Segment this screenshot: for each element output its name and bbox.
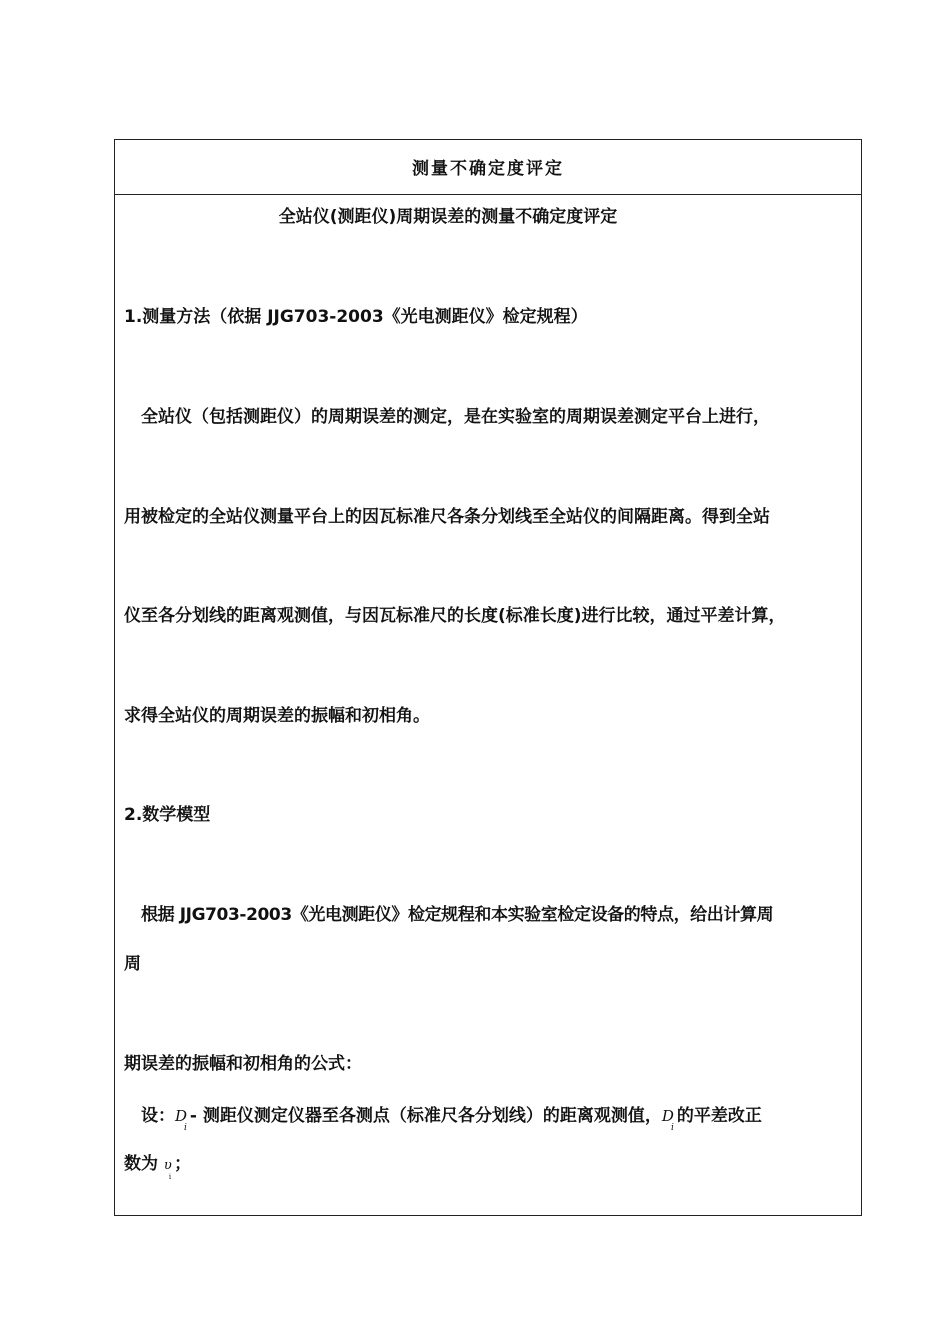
subscript-i-3: i [168, 1173, 172, 1181]
para1-line4: 求得全站仪的周期误差的振幅和初相角。 [124, 706, 430, 726]
document-subtitle: 全站仪(测距仪)周期误差的测量不确定度评定 [278, 207, 618, 227]
symbol-D-2: D [661, 1107, 674, 1125]
document-title: 测量不确定度评定 [412, 159, 564, 179]
para1-line2: 用被检定的全站仪测量平台上的因瓦标准尺各条分划线至全站仪的间隔距离。得到全站 [124, 507, 770, 527]
section2-heading: 2.数学模型 [124, 805, 211, 825]
def1-text: - 测距仪测定仪器至各测点（标准尺各分划线）的距离观测值， [189, 1106, 662, 1126]
symbol-D: D [175, 1107, 188, 1125]
def1-prefix: 设： [141, 1106, 175, 1126]
para2-line1 [141, 904, 773, 926]
para2-line3: 期误差的振幅和初相角的公式： [124, 1054, 362, 1074]
para1-line3: 仪至各分划线的距离观测值，与因瓦标准尺的长度(标准长度)进行比较，通过平差计算， [124, 606, 786, 626]
def2-prefix: 数为 [124, 1154, 158, 1174]
symbol-upsilon: υ [163, 1158, 172, 1173]
title-row [115, 140, 861, 195]
def1-text2: 的平差改正 [676, 1106, 762, 1126]
para2-line1-text: 根据 JJG703-2003《光电测距仪》检定规程和本实验室检定设备的特点，给出计算周 [141, 905, 774, 925]
definition-line1 [141, 1105, 762, 1133]
definition-line2 [124, 1153, 192, 1181]
para1-line1: 全站仪（包括测距仪）的周期误差的测定，是在实验室的周期误差测定平台上进行， [141, 407, 770, 427]
subscript-i-2: i [670, 1123, 674, 1133]
para2-line2: 周 [124, 954, 141, 974]
def2-suffix: ； [174, 1154, 192, 1174]
subscript-i: i [184, 1123, 187, 1133]
document-table [114, 139, 862, 1216]
section1-heading: 1.测量方法（依据 JJG703-2003《光电测距仪》检定规程） [124, 307, 588, 327]
